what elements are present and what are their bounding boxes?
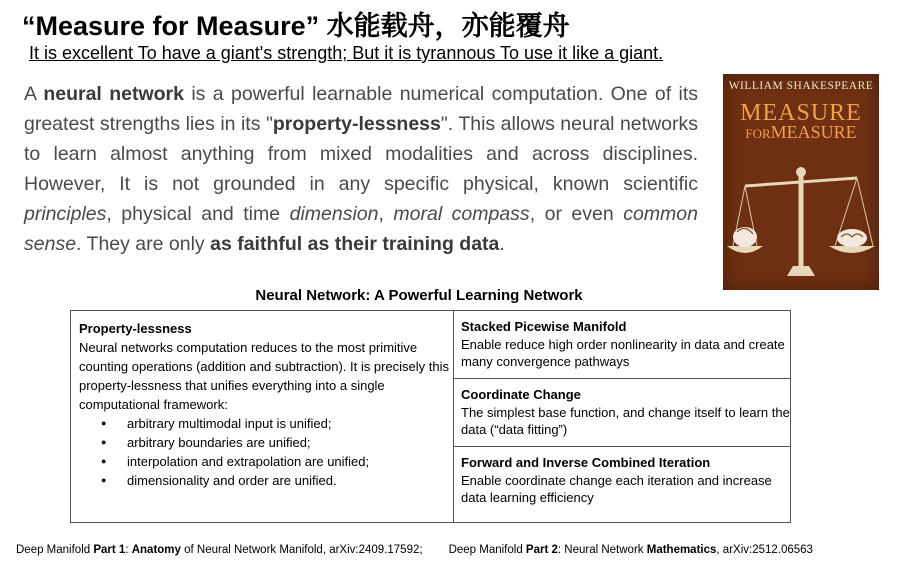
list-item: ● arbitrary boundaries are unified; bbox=[101, 433, 453, 452]
property-lessness-cell bbox=[71, 311, 454, 522]
para-text: . They are only bbox=[76, 233, 211, 255]
stacked-manifold-cell bbox=[454, 311, 790, 379]
ref-bold: Part 1 bbox=[93, 544, 126, 556]
para-text: is a powerful learnable numerical computation. One of its greatest strengths lies in its " bbox=[24, 83, 698, 135]
book-author: WILLIAM SHAKESPEARE bbox=[728, 80, 874, 92]
page-title bbox=[22, 4, 570, 43]
para-text: A bbox=[24, 83, 44, 105]
concept-table bbox=[70, 310, 791, 523]
reference-2 bbox=[449, 544, 813, 556]
book-title-line2 bbox=[723, 122, 879, 143]
cell-body: Neural networks computation reduces to the most primitive counting operations (addition and subtraction). It is precisely this property-lessness that unifies everything into a single computational framework: bbox=[79, 340, 449, 412]
ref-bold: Mathematics bbox=[646, 544, 717, 556]
bullet-list bbox=[79, 414, 453, 490]
cell-heading: Property-lessness bbox=[79, 321, 192, 336]
para-text: , bbox=[378, 203, 394, 225]
title-quote: “Measure for Measure” bbox=[22, 11, 320, 41]
cell-body: The simplest base function, and change itself to learn the data (“data fitting”) bbox=[461, 404, 790, 437]
combined-iteration-cell bbox=[454, 447, 790, 524]
reference-1 bbox=[16, 544, 423, 556]
para-text: ". This allows neural networks to learn almost anything from mixed modalities and across disciplines. However, It is not grounded in any specific physical, known scientific bbox=[24, 113, 698, 195]
cell-heading: Forward and Inverse Combined Iteration bbox=[461, 455, 711, 470]
para-italic: moral compass bbox=[393, 203, 530, 225]
ref-text: Deep Manifold bbox=[448, 544, 526, 556]
subtitle-quote: It is excellent To have a giant's strength; But it is tyrannous To use it like a giant. bbox=[29, 43, 664, 63]
ref-text: , arXiv:2512.06563 bbox=[716, 544, 813, 556]
ref-bold: Part 2 bbox=[525, 544, 558, 556]
list-item: ● interpolation and extrapolation are unified; bbox=[101, 452, 453, 471]
references-footer bbox=[16, 544, 813, 556]
cell-heading: Coordinate Change bbox=[461, 387, 581, 402]
para-text: , physical and time bbox=[106, 203, 290, 225]
para-bold: property-lessness bbox=[272, 113, 441, 135]
para-bold: as faithful as their training data bbox=[210, 233, 500, 255]
book-cover-image bbox=[723, 74, 879, 290]
ref-text: : bbox=[125, 544, 132, 556]
ref-text: of Neural Network Manifold, arXiv:2409.17592; bbox=[180, 544, 423, 556]
list-item: ● arbitrary multimodal input is unified; bbox=[101, 414, 453, 433]
para-italic: common sense bbox=[24, 203, 698, 255]
ref-text: Deep Manifold bbox=[16, 544, 94, 556]
right-column bbox=[454, 311, 790, 522]
para-italic: principles bbox=[24, 203, 107, 225]
list-item: ● dimensionality and order are unified. bbox=[101, 471, 453, 490]
para-text: . bbox=[499, 233, 505, 255]
cell-body: Enable coordinate change each iteration and increase data learning efficiency bbox=[461, 472, 772, 505]
cell-body: Enable reduce high order nonlinearity in data and create many convergence pathways bbox=[461, 336, 785, 369]
ref-bold: Anatomy bbox=[131, 544, 181, 556]
book-title-measure: MEASURE bbox=[770, 122, 857, 142]
title-chinese: 水能载舟，亦能覆舟 bbox=[326, 11, 570, 42]
diagram-title: Neural Network: A Powerful Learning Network bbox=[255, 287, 583, 304]
book-title-for: FOR bbox=[745, 126, 771, 141]
intro-paragraph bbox=[24, 79, 698, 259]
coordinate-change-cell bbox=[454, 379, 790, 447]
cell-heading: Stacked Picewise Manifold bbox=[461, 319, 627, 334]
para-text: , or even bbox=[529, 203, 624, 225]
ref-text: : Neural Network bbox=[557, 544, 647, 556]
para-italic: dimension bbox=[289, 203, 379, 225]
para-bold: neural network bbox=[43, 83, 184, 105]
book-title-line1: MEASURE bbox=[740, 100, 862, 126]
